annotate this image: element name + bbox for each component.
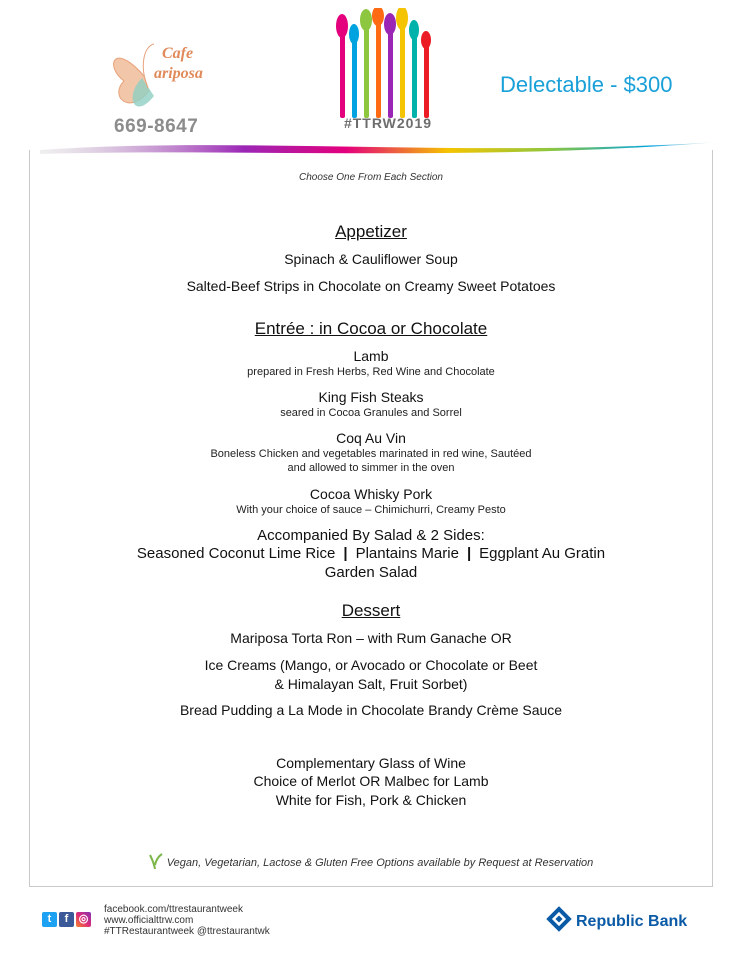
sides-list: [0, 545, 742, 562]
hashtags: #TTRestaurantweek @ttrestaurantwk: [104, 926, 270, 937]
sponsor-name: Republic Bank: [576, 913, 688, 930]
menu-subtitle: Choose One From Each Section: [299, 172, 443, 183]
dietary-note: Vegan, Vegetarian, Lactose & Gluten Free Options available by Request at Reservation: [166, 857, 594, 869]
twitter-icon[interactable]: t: [42, 912, 57, 927]
facebook-link[interactable]: facebook.com/ttrestaurantweek: [104, 904, 243, 915]
side-item: Plantains Marie: [355, 545, 459, 562]
entree-item-desc: prepared in Fresh Herbs, Red Wine and Chocolate: [247, 366, 495, 378]
entree-item-name: King Fish Steaks: [318, 389, 424, 405]
cafe-mariposa-logo: [104, 36, 224, 116]
social-icons: [42, 912, 93, 930]
side-item: Seasoned Coconut Lime Rice: [136, 545, 336, 562]
ttrw-cutlery-logo: [332, 8, 442, 120]
logo-text-line2: ariposa: [154, 65, 203, 82]
side-item: Eggplant Au Gratin: [479, 545, 606, 562]
entree-item-desc: With your choice of sauce – Chimichurri, Creamy Pesto: [236, 504, 506, 516]
dessert-item: Ice Creams (Mango, or Avocado or Chocolate or Beet: [204, 657, 538, 673]
entree-item-name: Cocoa Whisky Pork: [309, 486, 433, 502]
entree-item-name: Coq Au Vin: [336, 430, 406, 446]
appetizer-item: Salted-Beef Strips in Chocolate on Creamy Sweet Potatoes: [186, 278, 556, 294]
website-link[interactable]: www.officialttrw.com: [104, 915, 194, 926]
separator: |: [466, 545, 472, 562]
facebook-icon[interactable]: f: [59, 912, 74, 927]
entree-item-desc: Boneless Chicken and vegetables marinated in red wine, Sautéed: [210, 448, 532, 460]
phone-number: 669-8647: [114, 116, 199, 137]
footer-links: [104, 904, 270, 937]
wine-line: Choice of Merlot OR Malbec for Lamb: [253, 773, 489, 789]
dietary-note-row: [0, 853, 742, 869]
dessert-item: Mariposa Torta Ron – with Rum Ganache OR: [230, 630, 512, 646]
republic-bank-logo-icon: [544, 904, 574, 934]
separator: |: [343, 545, 348, 562]
event-hashtag: #TTRW2019: [343, 115, 433, 131]
entree-item-desc-cont: and allowed to simmer in the oven: [287, 462, 455, 474]
garden-salad: Garden Salad: [324, 564, 418, 581]
appetizer-item: Spinach & Cauliflower Soup: [284, 251, 458, 267]
entree-heading: Entrée : in Cocoa or Chocolate: [254, 319, 488, 338]
sides-heading: Accompanied By Salad & 2 Sides:: [257, 527, 485, 544]
entree-item-name: Lamb: [353, 348, 389, 364]
price-label: Delectable - $300: [500, 72, 673, 97]
vegan-leaf-icon: [149, 853, 163, 869]
wine-line: White for Fish, Pork & Chicken: [275, 792, 467, 808]
entree-item-desc: seared in Cocoa Granules and Sorrel: [280, 407, 462, 419]
instagram-icon[interactable]: ◎: [76, 912, 91, 927]
dessert-item-cont: & Himalayan Salt, Fruit Sorbet): [274, 676, 468, 692]
logo-text-line1: Cafe: [162, 45, 194, 62]
dessert-heading: Dessert: [341, 601, 401, 620]
dessert-item: Bread Pudding a La Mode in Chocolate Brandy Crème Sauce: [179, 702, 563, 718]
wine-line: Complementary Glass of Wine: [276, 755, 466, 771]
appetizer-heading: Appetizer: [335, 222, 407, 241]
